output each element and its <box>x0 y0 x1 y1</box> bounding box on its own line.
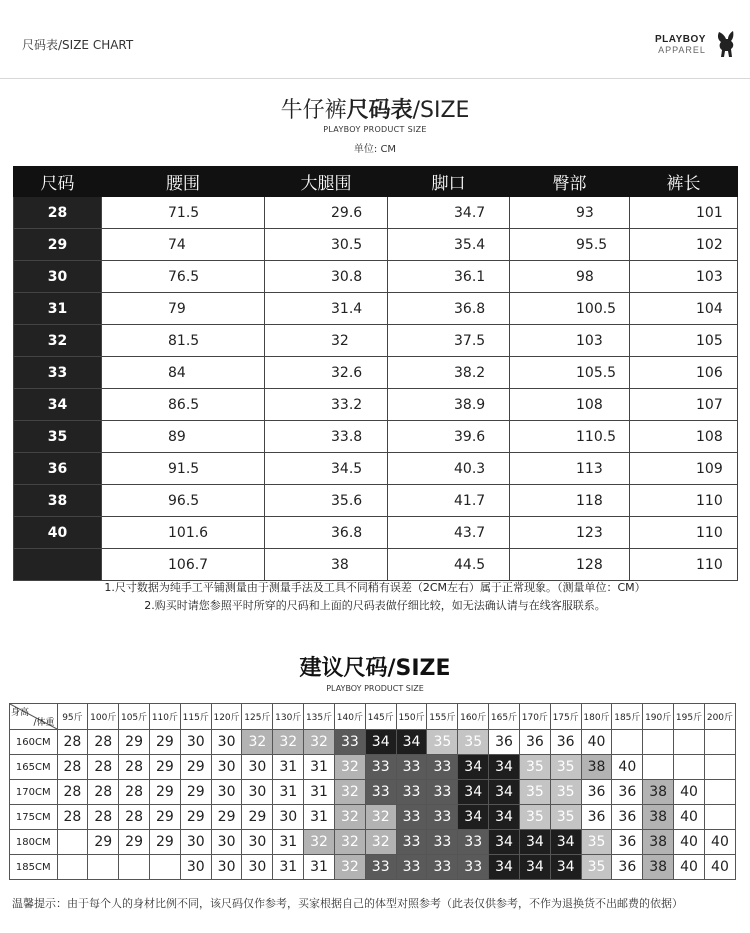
recommend-cell: 29 <box>119 830 150 855</box>
measure-cell: 74 <box>102 229 265 261</box>
recommend-cell: 36 <box>612 805 643 830</box>
recommend-cell: 35 <box>581 830 612 855</box>
recommend-cell: 30 <box>211 730 242 755</box>
weight-header: 100斤 <box>88 704 119 730</box>
table-row <box>10 805 736 830</box>
measure-cell: 109 <box>630 453 738 485</box>
recommend-cell: 28 <box>57 805 88 830</box>
measure-cell: 36.8 <box>388 293 510 325</box>
table-row <box>14 453 738 485</box>
recommend-cell <box>704 730 735 755</box>
recommend-cell: 34 <box>365 730 396 755</box>
recommend-cell: 33 <box>427 805 458 830</box>
weight-header: 175斤 <box>550 704 581 730</box>
measure-cell: 35.4 <box>388 229 510 261</box>
table-row <box>14 229 738 261</box>
table-row <box>14 485 738 517</box>
recommend-cell: 36 <box>581 805 612 830</box>
note-2: 2.购买时请您参照平时所穿的尺码和上面的尺码表做仔细比较，如无法确认请与在线客服联系。 <box>144 599 606 612</box>
size-cell: 38 <box>14 485 102 517</box>
measure-cell: 71.5 <box>102 197 265 229</box>
size-table <box>13 166 738 581</box>
note-1: 1.尺寸数据为纯手工平铺测量由于测量手法及工具不同稍有误差（2CM左右）属于正常现象。（测量单位：CM） <box>104 581 646 594</box>
measure-cell: 95.5 <box>510 229 630 261</box>
recommend-cell: 40 <box>674 830 705 855</box>
weight-header: 115斤 <box>180 704 211 730</box>
table-row <box>14 421 738 453</box>
size-cell: 29 <box>14 229 102 261</box>
recommend-cell: 33 <box>396 780 427 805</box>
recommend-cell: 31 <box>304 755 335 780</box>
weight-header: 185斤 <box>612 704 643 730</box>
recommend-cell: 35 <box>581 855 612 880</box>
title-bold: 尺码表 <box>346 98 413 123</box>
recommend-cell: 36 <box>519 730 550 755</box>
corner-weight-label: /体重 <box>33 718 55 728</box>
size-cell: 28 <box>14 197 102 229</box>
size-cell: 40 <box>14 517 102 549</box>
recommend-cell: 38 <box>643 855 674 880</box>
recommend-cell: 33 <box>458 855 489 880</box>
recommend-cell: 38 <box>581 755 612 780</box>
size-cell: 32 <box>14 325 102 357</box>
recommend-cell: 30 <box>211 780 242 805</box>
weight-header: 170斤 <box>519 704 550 730</box>
recommend-cell: 30 <box>242 755 273 780</box>
recommend-cell: 29 <box>211 805 242 830</box>
recommend-cell <box>643 755 674 780</box>
recommend-cell: 40 <box>704 855 735 880</box>
table-row <box>14 389 738 421</box>
measure-cell: 34.5 <box>265 453 388 485</box>
recommend-cell: 40 <box>674 780 705 805</box>
measure-cell: 98 <box>510 261 630 293</box>
recommend-cell <box>704 780 735 805</box>
recommend-cell: 32 <box>304 730 335 755</box>
recommend-cell: 33 <box>365 780 396 805</box>
recommend-cell <box>57 855 88 880</box>
recommend-cell: 38 <box>643 805 674 830</box>
recommend-cell: 33 <box>458 830 489 855</box>
recommend-cell: 35 <box>519 780 550 805</box>
recommend-cell: 31 <box>304 805 335 830</box>
height-label: 180CM <box>10 830 58 855</box>
recommend-cell: 33 <box>334 730 365 755</box>
size-col-header: 大腿围 <box>265 167 388 197</box>
table-row <box>14 517 738 549</box>
weight-header: 190斤 <box>643 704 674 730</box>
recommend-cell: 31 <box>304 855 335 880</box>
recommend-cell: 29 <box>180 805 211 830</box>
measure-cell: 108 <box>510 389 630 421</box>
recommend-table <box>9 703 736 880</box>
measure-cell: 76.5 <box>102 261 265 293</box>
recommend-subtitle: PLAYBOY PRODUCT SIZE <box>326 684 424 693</box>
table-row <box>14 325 738 357</box>
recommend-cell: 29 <box>88 830 119 855</box>
recommend-cell: 29 <box>119 730 150 755</box>
recommend-cell: 34 <box>489 780 520 805</box>
recommend-cell: 30 <box>180 855 211 880</box>
measure-cell: 106.7 <box>102 549 265 581</box>
recommend-cell <box>88 855 119 880</box>
recommend-cell: 34 <box>489 755 520 780</box>
measure-cell: 118 <box>510 485 630 517</box>
measure-cell: 43.7 <box>388 517 510 549</box>
title-suffix: /SIZE <box>412 98 470 123</box>
breadcrumb: 尺码表/SIZE CHART <box>22 38 134 52</box>
size-col-header: 裤长 <box>630 167 738 197</box>
size-col-header: 脚口 <box>388 167 510 197</box>
recommend-cell: 33 <box>427 755 458 780</box>
recommend-cell: 28 <box>88 805 119 830</box>
recommend-cell: 36 <box>581 780 612 805</box>
table-row <box>10 730 736 755</box>
measure-cell: 103 <box>630 261 738 293</box>
weight-header: 120斤 <box>211 704 242 730</box>
recommend-cell: 35 <box>519 805 550 830</box>
recommend-cell: 29 <box>180 755 211 780</box>
recommend-cell: 32 <box>334 855 365 880</box>
recommend-cell: 28 <box>119 780 150 805</box>
recommend-cell: 32 <box>334 755 365 780</box>
recommend-cell: 32 <box>334 805 365 830</box>
measure-cell: 39.6 <box>388 421 510 453</box>
measure-cell: 36.8 <box>265 517 388 549</box>
recommend-cell: 30 <box>180 730 211 755</box>
recommend-cell <box>612 730 643 755</box>
recommend-cell: 28 <box>88 730 119 755</box>
measure-cell: 32.6 <box>265 357 388 389</box>
recommend-cell: 29 <box>150 830 181 855</box>
recommend-cell: 33 <box>427 830 458 855</box>
table-row <box>14 293 738 325</box>
measure-cell: 35.6 <box>265 485 388 517</box>
size-chart-subtitle: PLAYBOY PRODUCT SIZE <box>323 125 427 134</box>
recommend-cell <box>704 805 735 830</box>
table-row <box>14 197 738 229</box>
measure-cell: 107 <box>630 389 738 421</box>
recommend-cell: 28 <box>88 780 119 805</box>
recommend-cell: 36 <box>612 855 643 880</box>
size-cell: 35 <box>14 421 102 453</box>
recommend-cell: 33 <box>365 855 396 880</box>
recommend-cell: 40 <box>612 755 643 780</box>
recommend-cell: 38 <box>643 830 674 855</box>
recommend-cell: 29 <box>150 805 181 830</box>
recommend-cell <box>150 855 181 880</box>
recommend-cell: 32 <box>334 830 365 855</box>
recommend-cell: 31 <box>273 780 304 805</box>
recommend-cell: 36 <box>612 780 643 805</box>
bunny-icon <box>713 30 739 58</box>
recommend-cell: 34 <box>489 830 520 855</box>
corner-cell <box>10 704 58 730</box>
recommend-cell: 30 <box>211 755 242 780</box>
recommend-cell <box>704 755 735 780</box>
recommend-cell: 31 <box>273 855 304 880</box>
recommend-cell: 29 <box>150 755 181 780</box>
table-row <box>10 780 736 805</box>
recommend-cell: 28 <box>57 780 88 805</box>
measure-cell: 89 <box>102 421 265 453</box>
recommend-cell: 38 <box>643 780 674 805</box>
recommend-cell: 36 <box>612 830 643 855</box>
recommend-cell: 33 <box>427 780 458 805</box>
recommend-cell: 28 <box>88 755 119 780</box>
measure-cell: 86.5 <box>102 389 265 421</box>
recommend-cell <box>119 855 150 880</box>
height-label: 170CM <box>10 780 58 805</box>
measure-cell: 34.7 <box>388 197 510 229</box>
measure-cell: 30.5 <box>265 229 388 261</box>
recommend-cell: 28 <box>57 730 88 755</box>
recommend-cell: 30 <box>211 830 242 855</box>
measure-cell: 79 <box>102 293 265 325</box>
measure-cell: 102 <box>630 229 738 261</box>
measure-cell: 93 <box>510 197 630 229</box>
size-col-header: 尺码 <box>14 167 102 197</box>
recommend-cell: 35 <box>550 780 581 805</box>
recommend-cell: 34 <box>489 805 520 830</box>
recommend-cell: 34 <box>519 855 550 880</box>
table-row <box>14 357 738 389</box>
weight-header-row <box>10 704 736 730</box>
recommend-cell: 35 <box>550 805 581 830</box>
recommend-cell <box>57 830 88 855</box>
table-row <box>14 261 738 293</box>
table-row <box>10 855 736 880</box>
recommend-cell: 28 <box>119 805 150 830</box>
measure-cell: 33.2 <box>265 389 388 421</box>
weight-header: 165斤 <box>489 704 520 730</box>
corner-height-label: 身高 <box>11 708 30 718</box>
size-col-header: 腰围 <box>102 167 265 197</box>
measure-cell: 110.5 <box>510 421 630 453</box>
measure-cell: 33.8 <box>265 421 388 453</box>
measure-cell: 32 <box>265 325 388 357</box>
recommend-cell: 34 <box>396 730 427 755</box>
measure-cell: 96.5 <box>102 485 265 517</box>
recommend-cell: 40 <box>704 830 735 855</box>
title-normal: 牛仔裤 <box>280 98 347 123</box>
recommend-cell: 33 <box>396 805 427 830</box>
recommend-cell: 31 <box>273 755 304 780</box>
footer-tip: 温馨提示：由于每个人的身材比例不同，该尺码仅作参考，买家根据自己的体型对照参考（此表仅供参考，不作为退换货不出邮费的依据） <box>12 897 683 910</box>
recommend-cell: 34 <box>550 830 581 855</box>
weight-header: 180斤 <box>581 704 612 730</box>
recommend-cell: 33 <box>396 830 427 855</box>
measure-cell: 37.5 <box>388 325 510 357</box>
measure-cell: 44.5 <box>388 549 510 581</box>
recommend-cell: 30 <box>273 805 304 830</box>
weight-header: 125斤 <box>242 704 273 730</box>
recommend-cell: 30 <box>242 830 273 855</box>
recommend-cell: 34 <box>519 830 550 855</box>
weight-header: 150斤 <box>396 704 427 730</box>
recommend-cell: 29 <box>180 780 211 805</box>
recommend-cell <box>674 755 705 780</box>
recommend-cell: 30 <box>242 780 273 805</box>
measure-cell: 110 <box>630 549 738 581</box>
measure-cell: 101 <box>630 197 738 229</box>
recommend-cell: 29 <box>242 805 273 830</box>
recommend-title: 建议尺码/SIZE <box>299 656 451 681</box>
recommend-cell: 32 <box>365 805 396 830</box>
measure-cell: 128 <box>510 549 630 581</box>
recommend-cell <box>674 730 705 755</box>
height-label: 165CM <box>10 755 58 780</box>
recommend-cell: 35 <box>427 730 458 755</box>
measure-cell: 105 <box>630 325 738 357</box>
recommend-cell: 33 <box>396 855 427 880</box>
weight-header: 135斤 <box>304 704 335 730</box>
height-label: 160CM <box>10 730 58 755</box>
measure-cell: 29.6 <box>265 197 388 229</box>
weight-header: 145斤 <box>365 704 396 730</box>
size-chart-title <box>0 93 750 124</box>
recommend-cell: 32 <box>273 730 304 755</box>
recommend-cell: 32 <box>242 730 273 755</box>
measure-cell: 91.5 <box>102 453 265 485</box>
unit-label: 单位: CM <box>353 144 397 155</box>
measure-cell: 31.4 <box>265 293 388 325</box>
recommend-cell: 31 <box>273 830 304 855</box>
recommend-cell: 28 <box>119 755 150 780</box>
brand-logo <box>655 34 706 55</box>
recommend-cell: 34 <box>489 855 520 880</box>
recommend-cell: 32 <box>365 830 396 855</box>
logo-sub-text: APPAREL <box>658 45 706 55</box>
table-row <box>10 755 736 780</box>
size-cell: 34 <box>14 389 102 421</box>
recommend-cell: 30 <box>180 830 211 855</box>
size-cell: 31 <box>14 293 102 325</box>
measure-cell: 81.5 <box>102 325 265 357</box>
recommend-cell: 33 <box>396 755 427 780</box>
recommend-cell: 36 <box>489 730 520 755</box>
weight-header: 95斤 <box>57 704 88 730</box>
recommend-cell: 36 <box>550 730 581 755</box>
recommend-cell: 28 <box>57 755 88 780</box>
measure-cell: 108 <box>630 421 738 453</box>
measure-cell: 84 <box>102 357 265 389</box>
measure-cell: 105.5 <box>510 357 630 389</box>
recommend-cell: 31 <box>304 780 335 805</box>
weight-header: 160斤 <box>458 704 489 730</box>
weight-header: 130斤 <box>273 704 304 730</box>
measure-cell: 38 <box>265 549 388 581</box>
measure-cell: 110 <box>630 517 738 549</box>
measure-cell: 36.1 <box>388 261 510 293</box>
weight-header: 140斤 <box>334 704 365 730</box>
logo-main-text: PLAYBOY <box>655 34 706 45</box>
measure-cell: 30.8 <box>265 261 388 293</box>
measure-cell: 110 <box>630 485 738 517</box>
recommend-cell: 35 <box>458 730 489 755</box>
weight-header: 110斤 <box>150 704 181 730</box>
size-cell: 30 <box>14 261 102 293</box>
measure-cell: 38.2 <box>388 357 510 389</box>
recommend-cell: 34 <box>458 755 489 780</box>
recommend-cell <box>643 730 674 755</box>
measure-cell: 41.7 <box>388 485 510 517</box>
measure-cell: 38.9 <box>388 389 510 421</box>
recommend-cell: 34 <box>550 855 581 880</box>
measure-cell: 104 <box>630 293 738 325</box>
size-cell: 33 <box>14 357 102 389</box>
weight-header: 195斤 <box>674 704 705 730</box>
recommend-cell: 34 <box>458 805 489 830</box>
recommend-cell: 35 <box>550 755 581 780</box>
measure-cell: 113 <box>510 453 630 485</box>
height-label: 185CM <box>10 855 58 880</box>
weight-header: 105斤 <box>119 704 150 730</box>
recommend-cell: 29 <box>150 780 181 805</box>
recommend-cell: 33 <box>427 855 458 880</box>
recommend-cell: 32 <box>304 830 335 855</box>
size-cell <box>14 549 102 581</box>
weight-header: 155斤 <box>427 704 458 730</box>
measure-cell: 123 <box>510 517 630 549</box>
recommend-cell: 33 <box>365 755 396 780</box>
measure-cell: 103 <box>510 325 630 357</box>
recommend-cell: 34 <box>458 780 489 805</box>
recommend-cell: 30 <box>242 855 273 880</box>
size-cell: 36 <box>14 453 102 485</box>
recommend-cell: 40 <box>581 730 612 755</box>
recommend-cell: 32 <box>334 780 365 805</box>
recommend-cell: 29 <box>150 730 181 755</box>
measure-cell: 100.5 <box>510 293 630 325</box>
recommend-cell: 40 <box>674 855 705 880</box>
size-col-header: 臀部 <box>510 167 630 197</box>
measure-cell: 40.3 <box>388 453 510 485</box>
measure-cell: 101.6 <box>102 517 265 549</box>
table-row <box>14 549 738 581</box>
weight-header: 200斤 <box>704 704 735 730</box>
recommend-cell: 30 <box>211 855 242 880</box>
recommend-cell: 40 <box>674 805 705 830</box>
measure-cell: 106 <box>630 357 738 389</box>
top-bar <box>0 0 750 79</box>
recommend-cell: 35 <box>519 755 550 780</box>
height-label: 175CM <box>10 805 58 830</box>
table-row <box>10 830 736 855</box>
